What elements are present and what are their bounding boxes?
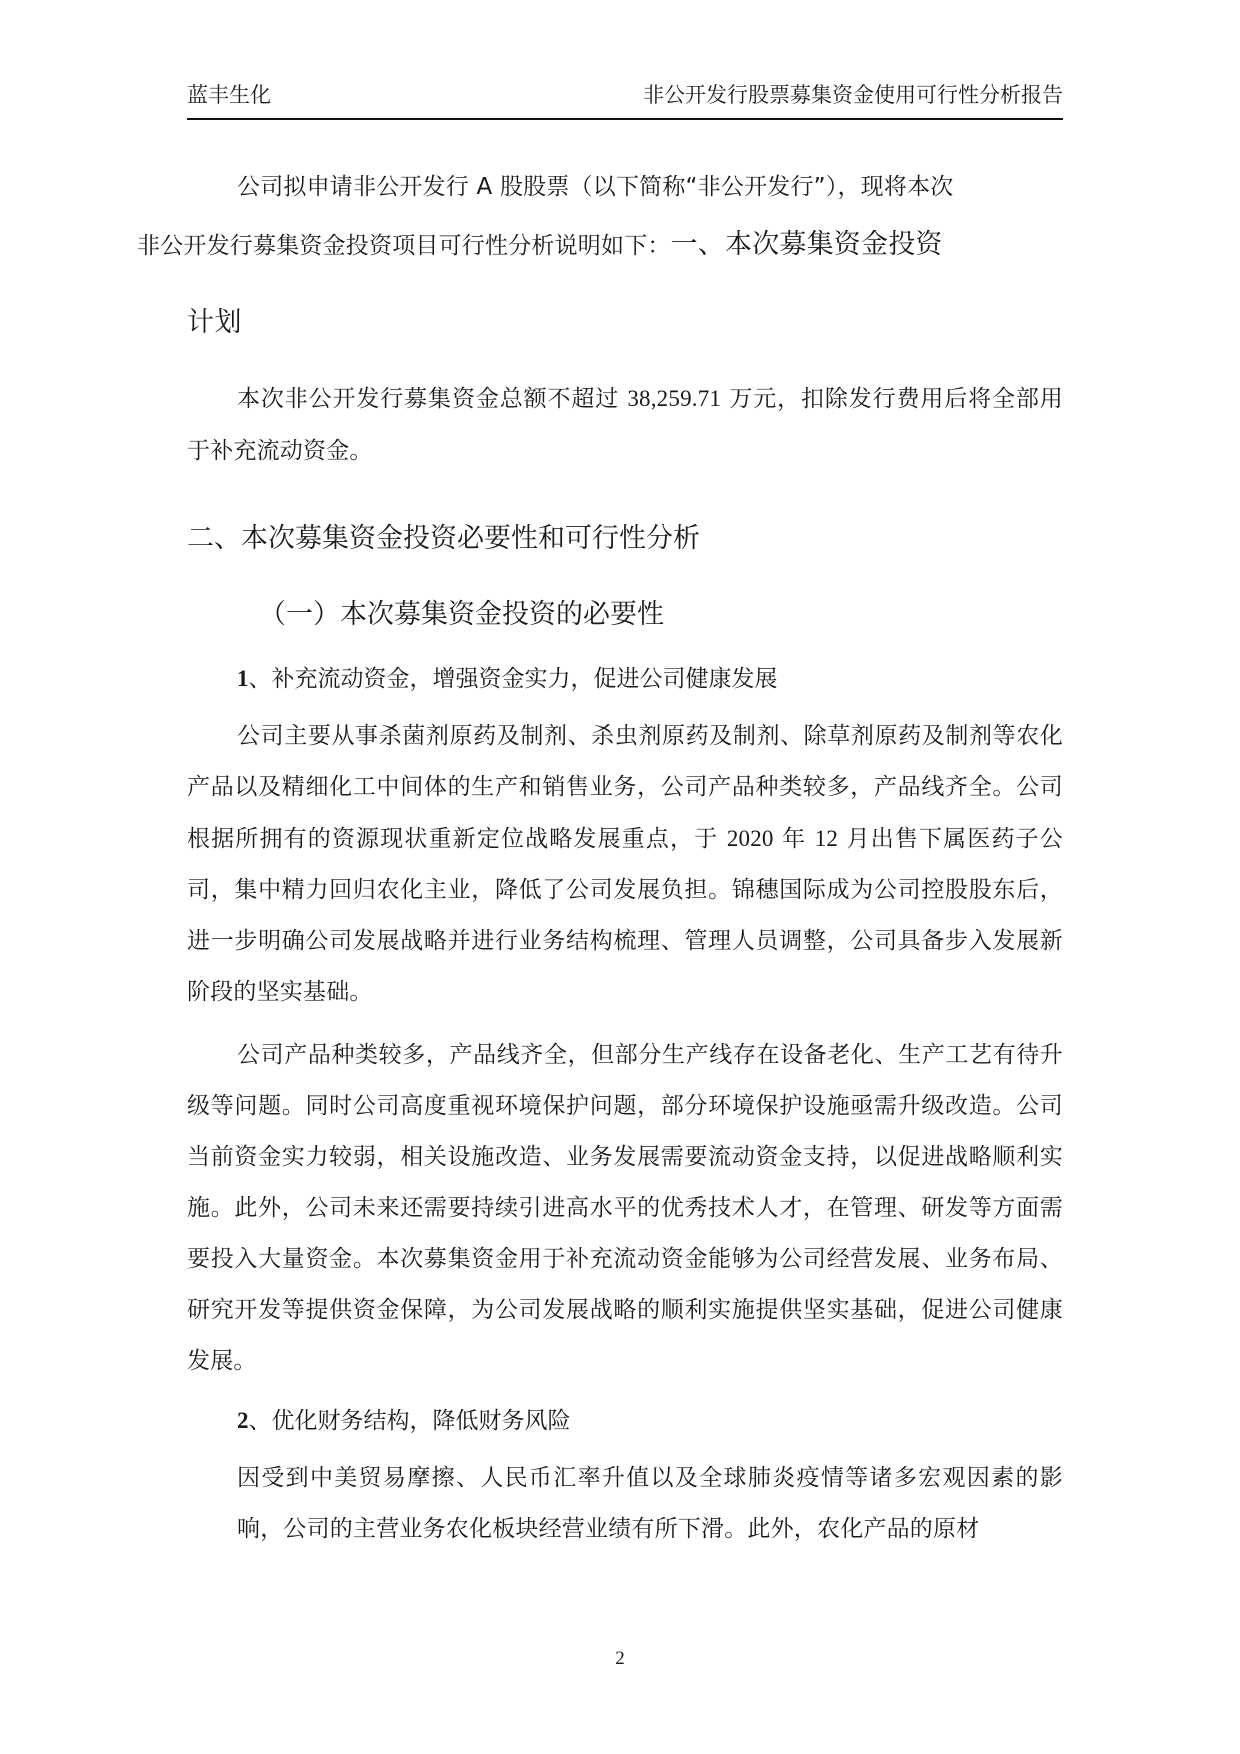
intro-line-2-text: 非公开发行募集资金投资项目可行性分析说明如下： <box>137 233 671 259</box>
paragraph-1-text-b: 年 <box>773 826 815 852</box>
intro-paragraph <box>137 158 1063 275</box>
paragraph-2: 公司产品种类较多，产品线齐全，但部分生产线存在设备老化、生产工艺有待升级等问题。同时公司高度重视环境保护问题，部分环境保护设施亟需升级改造。公司当前资金实力较弱，相关设施改造、业务发展需要流动资金支持，以促进战略顺利实施。此外，公司未来还需要持续引进高水平的优秀技术人才，在管理、研发等方面需要投入大量资金。本次募集资金用于补充流动资金能够为公司经营发展、业务布局、研究开发等提供资金保障，为公司发展战略的顺利实施提供坚实基础，促进公司健康发展。 <box>187 1042 1063 1374</box>
item-1-number: 1 <box>237 666 249 691</box>
page-number: 2 <box>615 1648 625 1669</box>
item-1-heading <box>187 653 1063 705</box>
section1-title-end: 计划 <box>187 307 242 338</box>
subsection-1-title: （一）本次募集资金投资的必要性 <box>259 599 664 630</box>
plan-paragraph <box>187 373 1063 477</box>
item-2-title: 、优化财务结构，降低财务风险 <box>248 1408 571 1434</box>
document-body <box>137 158 1064 1555</box>
section2-title: 二、本次募集资金投资必要性和可行性分析 <box>187 523 700 554</box>
intro-line-2 <box>137 216 943 275</box>
paragraph-1-month: 12 <box>814 826 839 851</box>
paragraph-1-text-a: 公司主要从事杀菌剂原药及制剂、杀虫剂原药及制剂、除草剂原药及制剂等农化产品以及精细化工中间体的生产和销售业务，公司产品种类较多，产品线齐全。公司根据所拥有的资源现状重新定位战略发展重点，于 <box>187 723 1063 852</box>
section1-title-start: 一、本次募集资金投资 <box>670 229 943 260</box>
plan-amount: 38,259.71 <box>627 386 722 411</box>
item-2-number: 2 <box>237 1408 249 1433</box>
paragraph-1-year: 2020 <box>726 826 774 851</box>
intro-line-1: 公司拟申请非公开发行 A 股股票（以下简称“非公开发行”），现将本次 <box>237 174 954 200</box>
header-report-title: 非公开发行股票募集资金使用可行性分析报告 <box>643 82 1063 107</box>
paragraph-1-text-c: 月出售下属医药子公司，集中精力回归农化主业，降低了公司发展负担。锦穗国际成为公司控股股东后，进一步明确公司发展战略并进行业务结构梳理、管理人员调整，公司具备步入发展新阶段的坚实基础。 <box>187 826 1063 1005</box>
page-header <box>187 72 1063 120</box>
paragraph-3: 因受到中美贸易摩擦、人民币汇率升值以及全球肺炎疫情等诸多宏观因素的影响，公司的主营业务农化板块经营业绩有所下滑。此外，农化产品的原材 <box>237 1465 1063 1542</box>
plan-text-a: 本次非公开发行募集资金总额不超过 <box>237 386 628 412</box>
header-company-name: 蓝丰生化 <box>187 82 271 107</box>
item-2-heading <box>187 1395 1063 1447</box>
plan-text-b: 万元，扣除发行费用后将全部用于补充流动资金。 <box>187 386 1064 464</box>
paragraph-1 <box>187 711 1063 1018</box>
item-1-title: 、补充流动资金，增强资金实力，促进公司健康发展 <box>248 666 778 692</box>
